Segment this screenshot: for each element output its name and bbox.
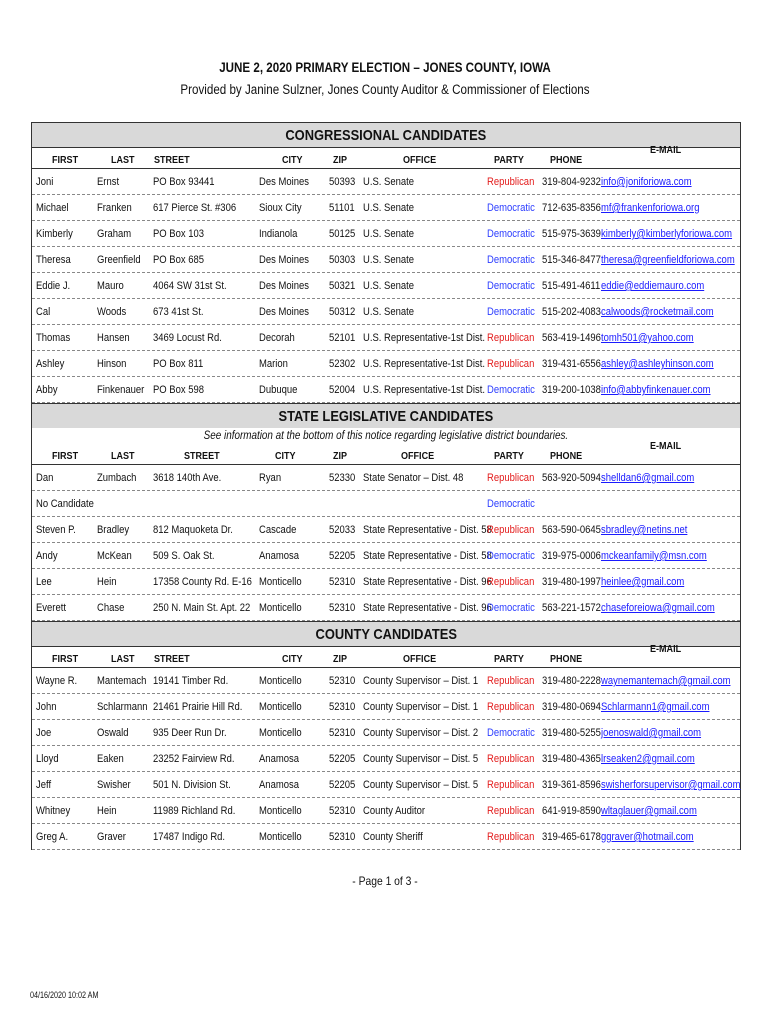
first-name-cell: Wayne R. bbox=[36, 675, 78, 687]
last-name-cell: Hinson bbox=[97, 358, 127, 370]
city-cell: Indianola bbox=[259, 228, 298, 240]
party-cell: Republican bbox=[487, 831, 535, 843]
party-cell: Democratic bbox=[487, 306, 535, 318]
email-link[interactable]: mckeanfamily@msn.com bbox=[601, 550, 707, 562]
table-row bbox=[32, 668, 740, 694]
zip-cell: 52310 bbox=[329, 701, 356, 713]
column-header-row bbox=[32, 643, 740, 668]
county-rows bbox=[32, 668, 740, 850]
congressional-section bbox=[32, 122, 740, 403]
office-cell: U.S. Senate bbox=[363, 176, 415, 188]
zip-cell: 50303 bbox=[329, 254, 356, 266]
first-name-cell: Eddie J. bbox=[36, 280, 71, 292]
zip-cell: 50321 bbox=[329, 280, 356, 292]
last-name-cell: Bradley bbox=[97, 524, 130, 536]
zip-cell: 50312 bbox=[329, 306, 356, 318]
page-number: - Page 1 of 3 - bbox=[352, 874, 418, 888]
zip-cell: 50393 bbox=[329, 176, 356, 188]
table-row bbox=[32, 247, 740, 273]
party-cell: Republican bbox=[487, 358, 535, 370]
table-row bbox=[32, 299, 740, 325]
zip-cell: 52302 bbox=[329, 358, 356, 370]
phone-cell: 563-419-1496 bbox=[542, 332, 601, 344]
table-row bbox=[32, 746, 740, 772]
zip-cell: 52004 bbox=[329, 384, 356, 396]
table-row bbox=[32, 195, 740, 221]
office-cell: State Representative - Dist. 96 bbox=[363, 576, 492, 588]
office-cell: U.S. Senate bbox=[363, 228, 415, 240]
office-cell: U.S. Representative-1st Dist. bbox=[363, 332, 485, 344]
office-cell: U.S. Representative-1st Dist. bbox=[363, 384, 485, 396]
phone-cell: 563-221-1572 bbox=[542, 602, 601, 614]
phone-cell: 319-804-9232 bbox=[542, 176, 601, 188]
table-row bbox=[32, 569, 740, 595]
col-first: FIRST bbox=[52, 450, 79, 462]
legislative-note: See information at the bottom of this notice regarding legislative district boundaries. bbox=[203, 430, 569, 442]
column-header-row bbox=[32, 144, 740, 169]
office-cell: U.S. Senate bbox=[363, 306, 415, 318]
zip-cell: 52205 bbox=[329, 753, 356, 765]
party-cell: Democratic bbox=[487, 280, 535, 292]
table-row bbox=[32, 543, 740, 569]
city-cell: Monticello bbox=[259, 805, 302, 817]
table-row bbox=[32, 798, 740, 824]
office-cell: County Supervisor – Dist. 1 bbox=[363, 701, 479, 713]
office-cell: U.S. Senate bbox=[363, 202, 415, 214]
city-cell: Dubuque bbox=[259, 384, 298, 396]
first-name-cell: John bbox=[36, 701, 57, 713]
office-cell: County Sheriff bbox=[363, 831, 423, 843]
email-link[interactable]: waynemantemach@gmail.com bbox=[601, 675, 731, 687]
office-cell: State Representative - Dist. 58 bbox=[363, 550, 492, 562]
first-name-cell: Cal bbox=[36, 306, 51, 318]
col-party: PARTY bbox=[494, 653, 524, 665]
first-name-cell: No Candidate bbox=[36, 498, 94, 510]
phone-cell: 515-346-8477 bbox=[542, 254, 601, 266]
last-name-cell: Schlarmann bbox=[97, 701, 148, 713]
city-cell: Ryan bbox=[259, 472, 282, 484]
party-cell: Republican bbox=[487, 524, 535, 536]
first-name-cell: Joni bbox=[36, 176, 54, 188]
email-link[interactable]: ggraver@hotmail.com bbox=[601, 831, 694, 843]
city-cell: Des Moines bbox=[259, 306, 309, 318]
party-cell: Republican bbox=[487, 779, 535, 791]
party-cell: Republican bbox=[487, 332, 535, 344]
street-cell: 17487 Indigo Rd. bbox=[153, 831, 226, 843]
street-cell: PO Box 103 bbox=[153, 228, 205, 240]
party-cell: Republican bbox=[487, 675, 535, 687]
party-cell: Republican bbox=[487, 805, 535, 817]
city-cell: Des Moines bbox=[259, 176, 309, 188]
table-row bbox=[32, 720, 740, 746]
office-cell: U.S. Senate bbox=[363, 280, 415, 292]
phone-cell: 515-491-4611 bbox=[542, 280, 601, 292]
street-cell: PO Box 685 bbox=[153, 254, 205, 266]
office-cell: U.S. Representative-1st Dist. bbox=[363, 358, 485, 370]
first-name-cell: Michael bbox=[36, 202, 69, 214]
email-link[interactable]: info@abbyfinkenauer.com bbox=[601, 384, 711, 396]
col-zip: ZIP bbox=[333, 154, 348, 166]
street-cell: 501 N. Division St. bbox=[153, 779, 231, 791]
city-cell: Marion bbox=[259, 358, 288, 370]
col-street: STREET bbox=[154, 154, 190, 166]
email-link[interactable]: theresa@greenfieldforiowa.com bbox=[601, 254, 735, 266]
col-zip: ZIP bbox=[333, 450, 348, 462]
table-row bbox=[32, 595, 740, 621]
zip-cell: 52205 bbox=[329, 779, 356, 791]
table-row bbox=[32, 169, 740, 195]
legislative-rows bbox=[32, 465, 740, 621]
phone-cell: 319-431-6556 bbox=[542, 358, 601, 370]
zip-cell: 52310 bbox=[329, 576, 356, 588]
street-cell: 250 N. Main St. Apt. 22 bbox=[153, 602, 251, 614]
phone-cell: 641-919-8590 bbox=[542, 805, 601, 817]
phone-cell: 712-635-8356 bbox=[542, 202, 601, 214]
col-email: E-MAIL bbox=[650, 643, 682, 655]
last-name-cell: Graver bbox=[97, 831, 126, 843]
street-cell: 11989 Richland Rd. bbox=[153, 805, 236, 817]
section-title-congressional: CONGRESSIONAL CANDIDATES bbox=[32, 123, 740, 148]
email-link[interactable]: wltaglauer@gmail.com bbox=[601, 805, 697, 817]
first-name-cell: Greg A. bbox=[36, 831, 69, 843]
office-cell: U.S. Senate bbox=[363, 254, 415, 266]
table-row bbox=[32, 351, 740, 377]
last-name-cell: Finkenauer bbox=[97, 384, 145, 396]
zip-cell: 52205 bbox=[329, 550, 356, 562]
street-cell: 23252 Fairview Rd. bbox=[153, 753, 235, 765]
party-cell: Democratic bbox=[487, 550, 535, 562]
party-cell: Republican bbox=[487, 576, 535, 588]
zip-cell: 52033 bbox=[329, 524, 356, 536]
section-title-legislative: STATE LEGISLATIVE CANDIDATES bbox=[32, 404, 740, 428]
street-cell: 812 Maquoketa Dr. bbox=[153, 524, 233, 536]
office-cell: County Supervisor – Dist. 1 bbox=[363, 675, 479, 687]
congressional-rows bbox=[32, 169, 740, 403]
phone-cell: 515-975-3639 bbox=[542, 228, 601, 240]
email-link[interactable]: swisherforsupervisor@gmail.com bbox=[601, 779, 741, 791]
table-row bbox=[32, 694, 740, 720]
last-name-cell: Ernst bbox=[97, 176, 120, 188]
city-cell: Monticello bbox=[259, 727, 302, 739]
last-name-cell: Hansen bbox=[97, 332, 130, 344]
city-cell: Anamosa bbox=[259, 550, 299, 562]
zip-cell: 50125 bbox=[329, 228, 356, 240]
last-name-cell: Woods bbox=[97, 306, 127, 318]
col-city: CITY bbox=[275, 450, 296, 462]
county-section bbox=[32, 621, 740, 850]
col-first: FIRST bbox=[52, 653, 79, 665]
phone-cell: 319-200-1038 bbox=[542, 384, 601, 396]
city-cell: Sioux City bbox=[259, 202, 302, 214]
column-header-row bbox=[32, 440, 740, 465]
city-cell: Monticello bbox=[259, 602, 302, 614]
table-row bbox=[32, 517, 740, 543]
col-last: LAST bbox=[111, 450, 135, 462]
city-cell: Des Moines bbox=[259, 280, 309, 292]
zip-cell: 52330 bbox=[329, 472, 356, 484]
zip-cell: 52310 bbox=[329, 727, 356, 739]
page-subtitle: Provided by Janine Sulzner, Jones County Auditor & Commissioner of Elections bbox=[180, 82, 590, 97]
email-link[interactable]: eddie@eddiemauro.com bbox=[601, 280, 705, 292]
first-name-cell: Abby bbox=[36, 384, 58, 396]
zip-cell: 51101 bbox=[329, 202, 355, 214]
first-name-cell: Ashley bbox=[36, 358, 65, 370]
first-name-cell: Andy bbox=[36, 550, 58, 562]
street-cell: PO Box 93441 bbox=[153, 176, 215, 188]
office-cell: County Supervisor – Dist. 2 bbox=[363, 727, 479, 739]
last-name-cell: Oswald bbox=[97, 727, 129, 739]
email-link[interactable]: chaseforeiowa@gmail.com bbox=[601, 602, 715, 614]
email-link[interactable]: calwoods@rocketmail.com bbox=[601, 306, 714, 318]
last-name-cell: Hein bbox=[97, 576, 117, 588]
phone-cell: 319-975-0006 bbox=[542, 550, 601, 562]
city-cell: Monticello bbox=[259, 675, 302, 687]
last-name-cell: Graham bbox=[97, 228, 132, 240]
street-cell: PO Box 811 bbox=[153, 358, 204, 370]
party-cell: Democratic bbox=[487, 202, 535, 214]
table-row bbox=[32, 465, 740, 491]
col-party: PARTY bbox=[494, 154, 524, 166]
email-link[interactable]: Schlarmann1@gmail.com bbox=[601, 701, 710, 713]
phone-cell: 319-480-2228 bbox=[542, 675, 601, 687]
street-cell: 3469 Locust Rd. bbox=[153, 332, 222, 344]
section-title-county: COUNTY CANDIDATES bbox=[32, 622, 740, 647]
city-cell: Monticello bbox=[259, 831, 302, 843]
last-name-cell: McKean bbox=[97, 550, 132, 562]
street-cell: 617 Pierce St. #306 bbox=[153, 202, 237, 214]
party-cell: Democratic bbox=[487, 384, 535, 396]
street-cell: 19141 Timber Rd. bbox=[153, 675, 229, 687]
email-link[interactable]: joenoswald@gmail.com bbox=[601, 727, 702, 739]
first-name-cell: Thomas bbox=[36, 332, 71, 344]
col-email: E-MAIL bbox=[650, 440, 682, 452]
last-name-cell: Swisher bbox=[97, 779, 131, 791]
email-link[interactable]: sbradley@netins.net bbox=[601, 524, 688, 536]
col-phone: PHONE bbox=[550, 450, 583, 462]
last-name-cell: Mauro bbox=[97, 280, 124, 292]
party-cell: Republican bbox=[487, 472, 535, 484]
office-cell: County Supervisor – Dist. 5 bbox=[363, 779, 479, 791]
party-cell: Democratic bbox=[487, 727, 535, 739]
email-link[interactable]: shelldan6@gmail.com bbox=[601, 472, 695, 484]
street-cell: 4064 SW 31st St. bbox=[153, 280, 227, 292]
phone-cell: 319-480-4365 bbox=[542, 753, 601, 765]
phone-cell: 563-920-5094 bbox=[542, 472, 601, 484]
table-row bbox=[32, 221, 740, 247]
first-name-cell: Lloyd bbox=[36, 753, 59, 765]
last-name-cell: Chase bbox=[97, 602, 125, 614]
first-name-cell: Joe bbox=[36, 727, 52, 739]
last-name-cell: Greenfield bbox=[97, 254, 141, 266]
street-cell: PO Box 598 bbox=[153, 384, 205, 396]
phone-cell: 319-480-5255 bbox=[542, 727, 601, 739]
street-cell: 17358 County Rd. E-16 bbox=[153, 576, 252, 588]
col-city: CITY bbox=[282, 653, 303, 665]
email-link[interactable]: lrseaken2@gmail.com bbox=[601, 753, 695, 765]
table-row bbox=[32, 772, 740, 798]
col-office: OFFICE bbox=[401, 450, 435, 462]
office-cell: County Auditor bbox=[363, 805, 426, 817]
table-row bbox=[32, 824, 740, 850]
col-zip: ZIP bbox=[333, 653, 348, 665]
page-title: JUNE 2, 2020 PRIMARY ELECTION – JONES COUNTY, IOWA bbox=[219, 60, 551, 75]
email-link[interactable]: tomh501@yahoo.com bbox=[601, 332, 694, 344]
street-cell: 21461 Prairie Hill Rd. bbox=[153, 701, 243, 713]
party-cell: Republican bbox=[487, 753, 535, 765]
office-cell: State Representative - Dist. 58 bbox=[363, 524, 492, 536]
phone-cell: 319-361-8596 bbox=[542, 779, 601, 791]
col-street: STREET bbox=[154, 653, 190, 665]
party-cell: Democratic bbox=[487, 602, 535, 614]
phone-cell: 319-465-6178 bbox=[542, 831, 601, 843]
last-name-cell: Franken bbox=[97, 202, 132, 214]
zip-cell: 52310 bbox=[329, 805, 356, 817]
zip-cell: 52310 bbox=[329, 675, 356, 687]
first-name-cell: Everett bbox=[36, 602, 66, 614]
office-cell: State Representative - Dist. 96 bbox=[363, 602, 492, 614]
col-party: PARTY bbox=[494, 450, 524, 462]
city-cell: Anamosa bbox=[259, 753, 299, 765]
city-cell: Anamosa bbox=[259, 779, 299, 791]
city-cell: Monticello bbox=[259, 576, 302, 588]
last-name-cell: Zumbach bbox=[97, 472, 137, 484]
print-date: 04/16/2020 10:02 AM bbox=[30, 990, 99, 1000]
col-city: CITY bbox=[282, 154, 303, 166]
first-name-cell: Dan bbox=[36, 472, 54, 484]
phone-cell: 319-480-1997 bbox=[542, 576, 601, 588]
email-link[interactable]: heinlee@gmail.com bbox=[601, 576, 685, 588]
table-row bbox=[32, 273, 740, 299]
email-link[interactable]: kimberly@kimberlyforiowa.com bbox=[601, 228, 733, 240]
table-row bbox=[32, 377, 740, 403]
first-name-cell: Lee bbox=[36, 576, 52, 588]
col-phone: PHONE bbox=[550, 154, 583, 166]
email-link[interactable]: info@joniforiowa.com bbox=[601, 176, 692, 188]
party-cell: Republican bbox=[487, 176, 535, 188]
zip-cell: 52101 bbox=[329, 332, 356, 344]
street-cell: 673 41st St. bbox=[153, 306, 204, 318]
first-name-cell: Steven P. bbox=[36, 524, 76, 536]
city-cell: Decorah bbox=[259, 332, 295, 344]
col-last: LAST bbox=[111, 653, 135, 665]
email-link[interactable]: ashley@ashleyhinson.com bbox=[601, 358, 714, 370]
col-first: FIRST bbox=[52, 154, 79, 166]
first-name-cell: Jeff bbox=[36, 779, 52, 791]
col-phone: PHONE bbox=[550, 653, 583, 665]
first-name-cell: Theresa bbox=[36, 254, 71, 266]
last-name-cell: Mantemach bbox=[97, 675, 147, 687]
phone-cell: 319-480-0694 bbox=[542, 701, 601, 713]
zip-cell: 52310 bbox=[329, 831, 356, 843]
first-name-cell: Whitney bbox=[36, 805, 71, 817]
email-link[interactable]: mf@frankenforiowa.org bbox=[601, 202, 700, 214]
table-row bbox=[32, 325, 740, 351]
col-email: E-MAIL bbox=[650, 144, 682, 156]
candidate-document bbox=[31, 122, 741, 850]
phone-cell: 515-202-4083 bbox=[542, 306, 601, 318]
city-cell: Monticello bbox=[259, 701, 302, 713]
col-last: LAST bbox=[111, 154, 135, 166]
city-cell: Des Moines bbox=[259, 254, 309, 266]
street-cell: 935 Deer Run Dr. bbox=[153, 727, 227, 739]
office-cell: State Senator – Dist. 48 bbox=[363, 472, 464, 484]
party-cell: Democratic bbox=[487, 498, 535, 510]
street-cell: 509 S. Oak St. bbox=[153, 550, 215, 562]
office-cell: County Supervisor – Dist. 5 bbox=[363, 753, 479, 765]
col-street: STREET bbox=[184, 450, 220, 462]
col-office: OFFICE bbox=[403, 154, 437, 166]
col-office: OFFICE bbox=[403, 653, 437, 665]
city-cell: Cascade bbox=[259, 524, 297, 536]
first-name-cell: Kimberly bbox=[36, 228, 73, 240]
last-name-cell: Eaken bbox=[97, 753, 124, 765]
last-name-cell: Hein bbox=[97, 805, 117, 817]
phone-cell: 563-590-0645 bbox=[542, 524, 601, 536]
party-cell: Republican bbox=[487, 701, 535, 713]
legislative-section bbox=[32, 403, 740, 621]
zip-cell: 52310 bbox=[329, 602, 356, 614]
party-cell: Democratic bbox=[487, 228, 535, 240]
table-row bbox=[32, 491, 740, 517]
street-cell: 3618 140th Ave. bbox=[153, 472, 222, 484]
party-cell: Democratic bbox=[487, 254, 535, 266]
